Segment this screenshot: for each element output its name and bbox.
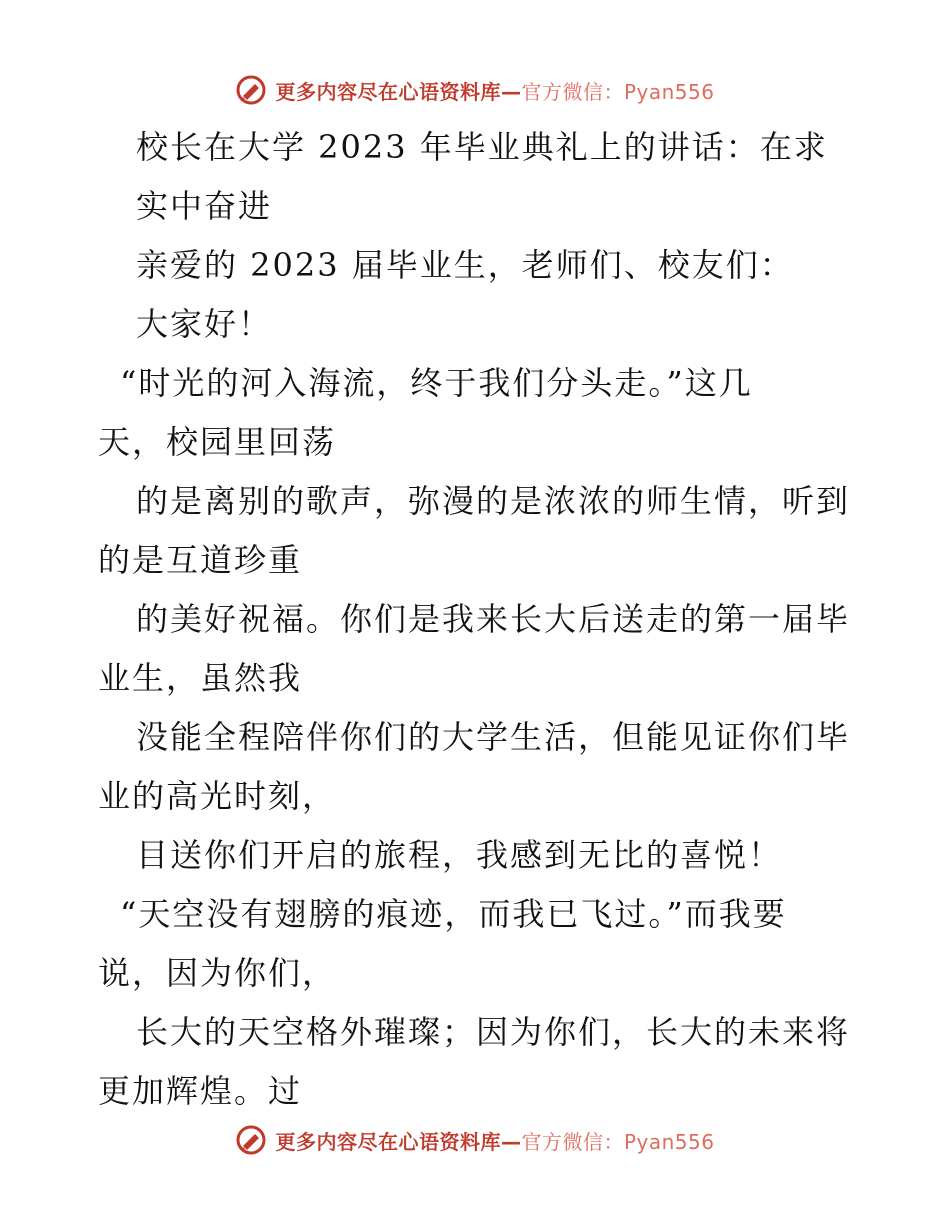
paragraph-line: 没能全程陪伴你们的大学生活，但能见证你们毕 (136, 718, 851, 756)
paragraph-line: 业的高光时刻， (98, 777, 337, 815)
title-line-2: 实中奋进 (136, 187, 273, 225)
banner-text: 更多内容尽在心语资料库—官方微信：Pyan556 (275, 1129, 715, 1154)
paragraph-line: 更加辉煌。过 (98, 1072, 303, 1110)
paragraph-line: 天，校园里回荡 (98, 423, 337, 461)
greeting: 大家好！ (136, 305, 273, 343)
paragraph-line: “天空没有翅膀的痕迹，而我已飞过。”而我要 (120, 895, 787, 933)
paragraph-line: 目送你们开启的旅程，我感到无比的喜悦！ (136, 836, 783, 874)
document-body (98, 118, 858, 1121)
paragraph-line: 长大的天空格外璀璨；因为你们，长大的未来将 (136, 1013, 851, 1051)
salutation: 亲爱的 2023 届毕业生，老师们、校友们： (136, 246, 794, 284)
header-banner (0, 70, 950, 110)
pen-logo-icon (235, 74, 267, 106)
paragraph-line: 的美好祝福。你们是我来长大后送走的第一届毕 (136, 600, 851, 638)
paragraph-line: 的是互道珍重 (98, 541, 303, 579)
paragraph-line: 业生，虽然我 (98, 659, 303, 697)
banner-text: 更多内容尽在心语资料库—官方微信：Pyan556 (275, 79, 715, 104)
title-line-1: 校长在大学 2023 年毕业典礼上的讲话：在求 (136, 128, 828, 166)
paragraph-line: 说，因为你们， (98, 954, 337, 992)
paragraph-line: 的是离别的歌声，弥漫的是浓浓的师生情，听到 (136, 482, 851, 520)
footer-banner (0, 1120, 950, 1160)
paragraph-line: “时光的河入海流，终于我们分头走。”这几 (120, 364, 753, 402)
pen-logo-icon (235, 1124, 267, 1156)
